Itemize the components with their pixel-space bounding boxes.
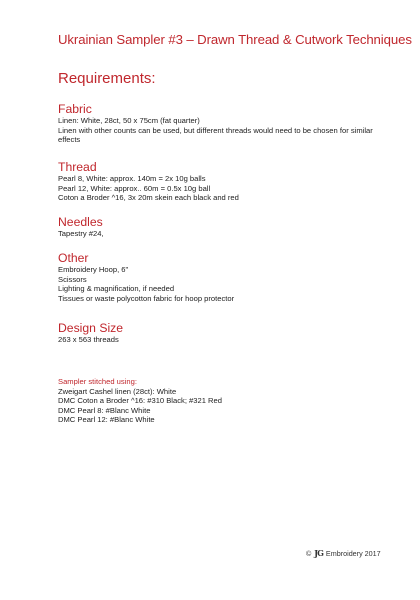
needles-section bbox=[58, 215, 398, 239]
other-line: Tissues or waste polycotton fabric for hoop protector bbox=[58, 293, 235, 303]
fabric-section bbox=[58, 102, 398, 145]
thread-line: Pearl 8, White: approx. 140m = 2x 10g balls bbox=[58, 174, 206, 183]
thread-line: Pearl 12, White: approx.. 60m = 0.5x 10g ball bbox=[58, 183, 211, 193]
design-size-heading: Design Size bbox=[58, 321, 124, 335]
other-heading: Other bbox=[58, 251, 89, 265]
thread-heading: Thread bbox=[58, 160, 97, 174]
footer-text: Embroidery 2017 bbox=[325, 549, 381, 558]
needles-line: Tapestry #24, bbox=[58, 229, 104, 238]
needles-heading: Needles bbox=[58, 215, 103, 229]
other-line: Embroidery Hoop, 6" bbox=[58, 265, 129, 274]
fabric-line: Linen: White, 28ct, 50 x 75cm (fat quarter) bbox=[58, 116, 200, 125]
other-line: Scissors bbox=[58, 274, 87, 284]
copyright-symbol: © bbox=[306, 549, 312, 558]
fabric-line: Linen with other counts can be used, but different threads would need to be chosen for similar effects bbox=[58, 125, 373, 145]
sampler-line: DMC Pearl 8: #Blanc White bbox=[58, 405, 151, 415]
sampler-heading: Sampler stitched using: bbox=[58, 377, 137, 386]
design-size-section bbox=[58, 321, 398, 345]
other-line: Lighting & magnification, if needed bbox=[58, 284, 175, 294]
sampler-line: DMC Coton a Broder ^16: #310 Black; #321 Red bbox=[58, 396, 222, 406]
sampler-section bbox=[58, 377, 398, 425]
footer bbox=[306, 548, 381, 558]
sampler-line: DMC Pearl 12: #Blanc White bbox=[58, 415, 155, 425]
sampler-line: Zweigart Cashel linen (28ct): White bbox=[58, 386, 177, 396]
document-title: Ukrainian Sampler #3 – Drawn Thread & Cutwork Techniques bbox=[58, 32, 412, 47]
fabric-heading: Fabric bbox=[58, 102, 92, 116]
thread-line: Coton a Broder ^16, 3x 20m skein each black and red bbox=[58, 193, 239, 203]
thread-section bbox=[58, 160, 398, 203]
requirements-heading: Requirements: bbox=[58, 70, 156, 87]
design-size-line: 263 x 563 threads bbox=[58, 335, 119, 344]
jg-logo: JG bbox=[314, 548, 323, 558]
other-section bbox=[58, 251, 398, 303]
